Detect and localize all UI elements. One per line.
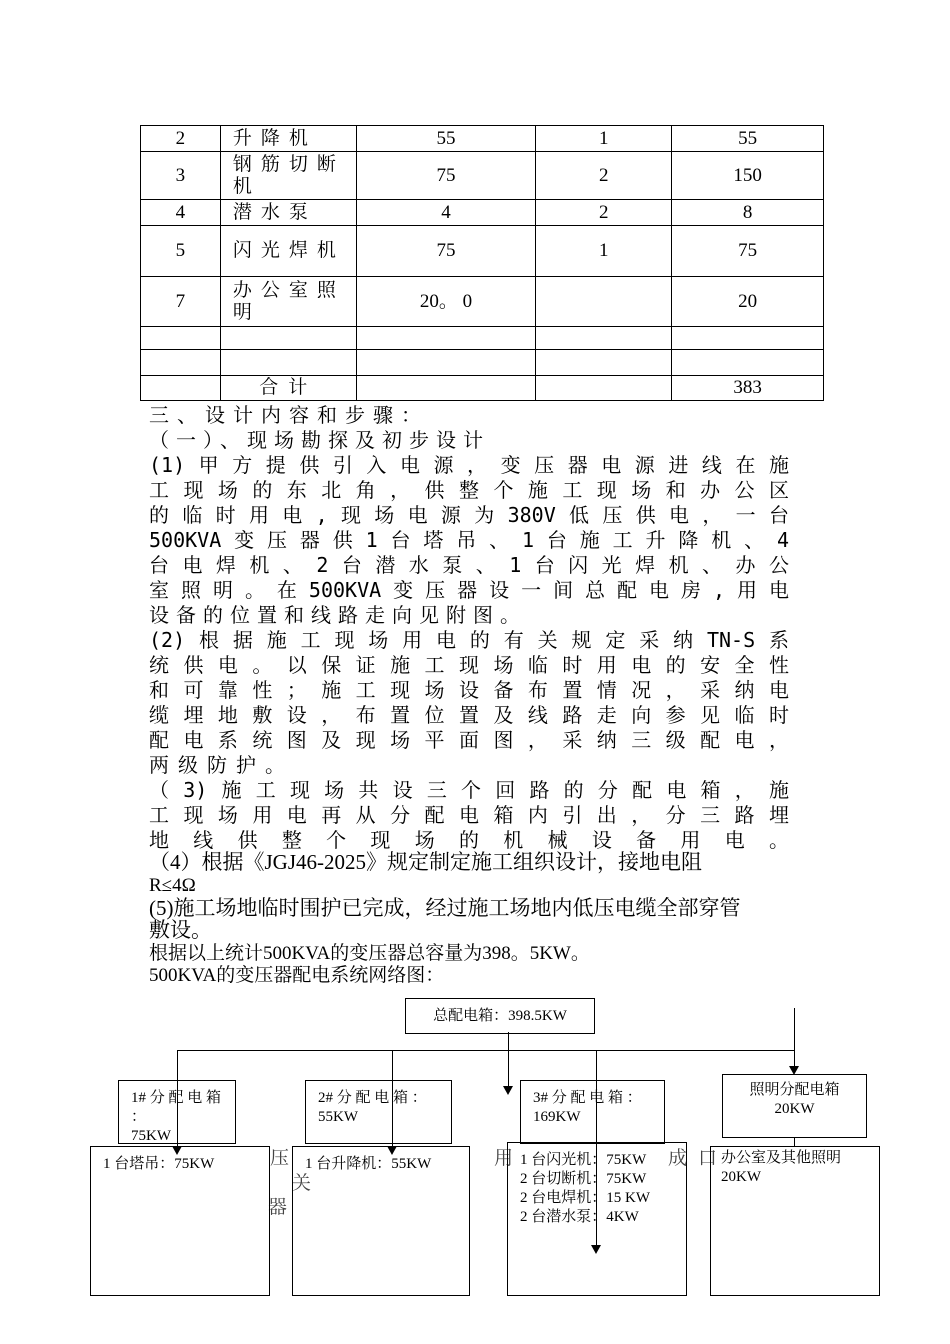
cell-name: 升降机 [220, 126, 356, 152]
para3-line: （3)施工现场共设三个回路的分配电箱，施 [149, 778, 789, 802]
section-heading: 三、设计内容和步骤： [149, 403, 429, 427]
para6: 根据以上统计500KVA的变压器总容量为398。5KW。 [149, 943, 590, 964]
para1-line: 工现场的东北角，供整个施工现场和办公区 [149, 478, 789, 502]
table-row [141, 277, 824, 327]
bus-line [177, 1050, 795, 1051]
para5-line: (5)施工场地临时围护已完成，经过施工场地内低压电缆全部穿管 [149, 896, 741, 920]
cell-qty: 2 [536, 200, 672, 226]
ghost-text: 用 [494, 1148, 514, 1169]
para1-line: (1)甲方提供引入电源，变压器电源进线在施 [149, 453, 789, 477]
dist-power: 20KW [774, 1101, 815, 1117]
table-row [141, 226, 824, 277]
ghost-text: 关 [292, 1173, 312, 1194]
cell-no: 2 [141, 126, 221, 152]
down-arrow [503, 1086, 513, 1095]
load-box-1 [90, 1146, 270, 1296]
subsection-heading: （一）、现场勘探及初步设计 [149, 428, 490, 452]
cell-name: 潜水泵 [220, 200, 356, 226]
dist-power: 75KW [131, 1128, 171, 1144]
dist-box-lighting [722, 1074, 867, 1138]
para3-line: 地线供整个现场的机械设备用电。 [149, 828, 789, 852]
equipment-table [140, 125, 824, 401]
ghost-text: 压 [270, 1148, 290, 1169]
load-item: 1 台塔吊：75KW [103, 1156, 215, 1172]
para2-line: 配电系统图及现场平面图，采纳三级配电， [149, 728, 789, 752]
dist-box-2 [305, 1080, 452, 1144]
main-down-line [508, 1032, 509, 1087]
table-row [141, 350, 824, 376]
cell-power: 20。 0 [356, 277, 536, 327]
branch-line-4 [794, 1008, 795, 1068]
cell-qty: 2 [536, 152, 672, 200]
cell-total: 150 [672, 152, 824, 200]
ghost-text: 口 [698, 1148, 718, 1169]
cell-name: 办公室照明 [220, 277, 356, 327]
para2-line: 两级防护。 [149, 753, 294, 777]
load-item: 办公室及其他照明 [721, 1150, 842, 1166]
para1-line: 设备的位置和线路走向见附图。 [149, 603, 527, 627]
load-item: 20KW [721, 1169, 761, 1185]
para5-line: 敷设。 [149, 918, 212, 942]
table-row [141, 152, 824, 200]
para4-line: （4）根据《JGJ46-2025》规定制定施工组织设计，接地电阻 [149, 850, 703, 874]
table-row [141, 126, 824, 152]
dist-title: 3# 分 配 电 箱 ： [533, 1090, 642, 1106]
down-arrow [387, 1146, 397, 1155]
para7: 500KVA的变压器配电系统网络图： [149, 965, 445, 986]
para1-line: 室照明。在500KVA变压器设一间总配电房,用电 [149, 578, 789, 602]
cell-total: 55 [672, 126, 824, 152]
cell-power: 75 [356, 226, 536, 277]
load-item: 1 台升降机：55KW [305, 1156, 432, 1172]
cell-name: 闪光焊机 [220, 226, 356, 277]
cell-qty: 1 [536, 126, 672, 152]
main-distribution-box: 总配电箱：398.5KW [405, 998, 595, 1034]
load-item: 2 台潜水泵：4KW [520, 1209, 639, 1225]
para2-line: 统供电。以保证施工现场临时用电的安全性 [149, 653, 789, 677]
para2-line: 缆埋地敷设，布置位置及线路走向参见临时 [149, 703, 789, 727]
cell-qty: 1 [536, 226, 672, 277]
sum-total: 383 [672, 376, 824, 401]
cell-total: 75 [672, 226, 824, 277]
load-box-2 [292, 1146, 470, 1296]
cell-no: 4 [141, 200, 221, 226]
cell-no: 5 [141, 226, 221, 277]
cell-total: 8 [672, 200, 824, 226]
cell-power: 4 [356, 200, 536, 226]
para1-line: 500KVA变压器供1台塔吊、1台施工升降机、4 [149, 528, 789, 552]
para1-line: 的临时用电,现场电源为380V低压供电，一台 [149, 503, 789, 527]
load-item: 2 台切断机：75KW [520, 1171, 647, 1187]
lighting-down-line [794, 1138, 795, 1146]
load-box-lighting [710, 1146, 880, 1296]
table-row-sum [141, 376, 824, 401]
para1-line: 台电焊机、2台潜水泵、1台闪光焊机、办公 [149, 553, 789, 577]
cell-no: 7 [141, 277, 221, 327]
para3-line: 工现场用电再从分配电箱内引出，分三路埋 [149, 803, 789, 827]
ghost-text: 器 [268, 1197, 288, 1218]
sum-label: 合计 [220, 376, 356, 401]
dist-power: 55KW [318, 1109, 358, 1125]
load-item: 1 台闪光机：75KW [520, 1152, 647, 1168]
dist-title: 2# 分 配 电 箱 ： [318, 1090, 427, 1106]
para2-line: (2)根据施工现场用电的有关规定采纳TN-S系 [149, 628, 789, 652]
dist-title: 照明分配电箱 [749, 1082, 840, 1098]
dist-title: 1# 分 配 电 箱 ： [131, 1090, 222, 1125]
cell-no: 3 [141, 152, 221, 200]
table-row [141, 200, 824, 226]
cell-power: 75 [356, 152, 536, 200]
para4-line: R≤4Ω [149, 875, 196, 896]
para2-line: 和可靠性；施工现场设备布置情况，采纳电 [149, 678, 789, 702]
cell-name: 钢筋切断机 [220, 152, 356, 200]
dist-box-3 [520, 1080, 665, 1144]
load-item: 2 台电焊机：15 KW [520, 1190, 650, 1206]
ghost-text: 成 [668, 1148, 688, 1169]
down-arrow [172, 1146, 182, 1155]
load-box-3 [507, 1142, 687, 1296]
cell-power: 55 [356, 126, 536, 152]
dist-power: 169KW [533, 1109, 581, 1125]
table-row [141, 327, 824, 350]
cell-qty [536, 277, 672, 327]
cell-total: 20 [672, 277, 824, 327]
